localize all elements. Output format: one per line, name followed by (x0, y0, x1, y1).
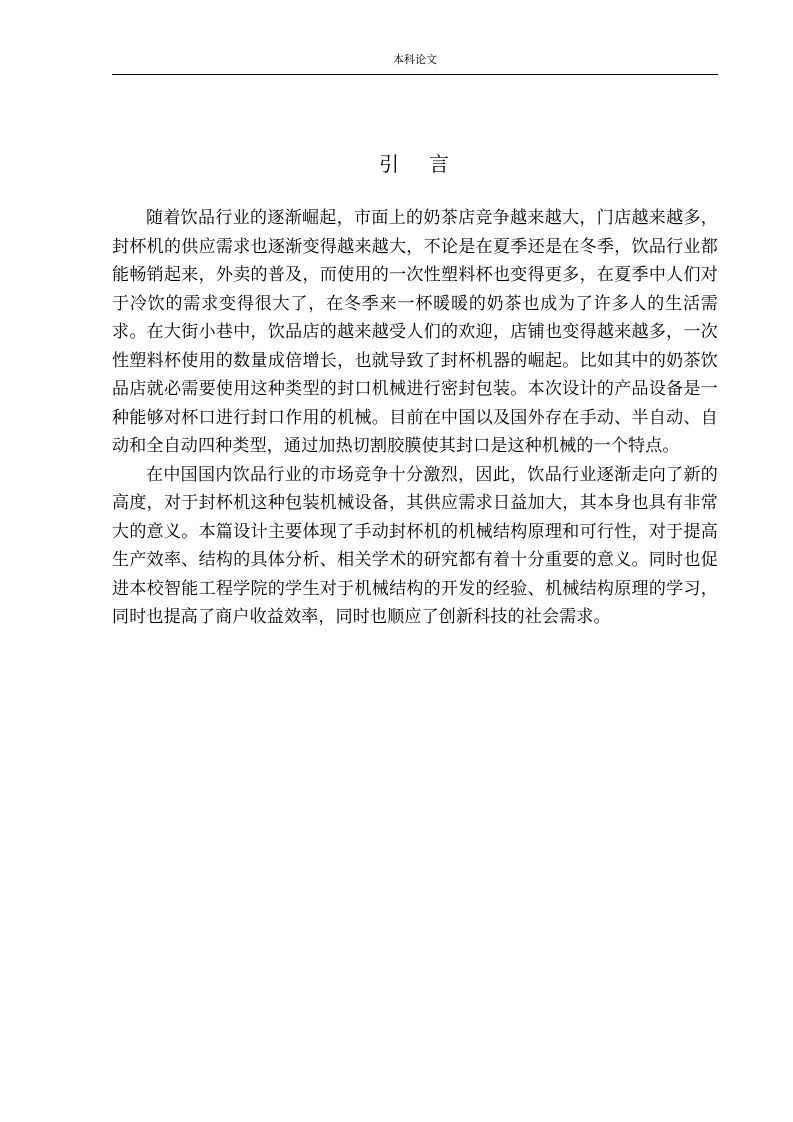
section-title-char-1: 引 (379, 152, 401, 176)
paragraph-1: 随着饮品行业的逐渐崛起，市面上的奶茶店竞争越来越大，门店越来越多，封杯机的供应需求也逐渐变得越来越大，不论是在夏季还是在冬季，饮品行业都能畅销起来，外卖的普及，而使用的一次性塑料杯也变得更多，在夏季中人们对于冷饮的需求变得很大了，在冬季来一杯暖暖的奶茶也成为了许多人的生活需求。在大街小巷中，饮品店的越来越受人们的欢迎，店铺也变得越来越多，一次性塑料杯使用的数量成倍增长，也就导致了封杯机器的崛起。比如其中的奶茶饮品店就必需要使用这种类型的封口机械进行密封包装。本次设计的产品设备是一种能够对杯口进行封口作用的机械。目前在中国以及国外存在手动、半自动、自动和全自动四种类型，通过加热切割胶膜使其封口是这种机械的一个特点。 (112, 208, 718, 456)
running-title: 本科论文 (393, 53, 437, 66)
section-title-char-2: 言 (429, 152, 451, 176)
body-text (112, 204, 718, 632)
section-title (112, 150, 718, 178)
page-header (112, 52, 718, 75)
paragraph-2: 在中国国内饮品行业的市场竞争十分激烈，因此，饮品行业逐渐走向了新的高度，对于封杯机这种包装机械设备，其供应需求日益加大，其本身也具有非常大的意义。本篇设计主要体现了手动封杯机的机械结构原理和可行性，对于提高生产效率、结构的具体分析、相关学术的研究都有着十分重要的意义。同时也促进本校智能工程学院的学生对于机械结构的开发的经验、机械结构原理的学习，同时也提高了商户收益效率，同时也顺应了创新科技的社会需求。 (112, 464, 718, 627)
